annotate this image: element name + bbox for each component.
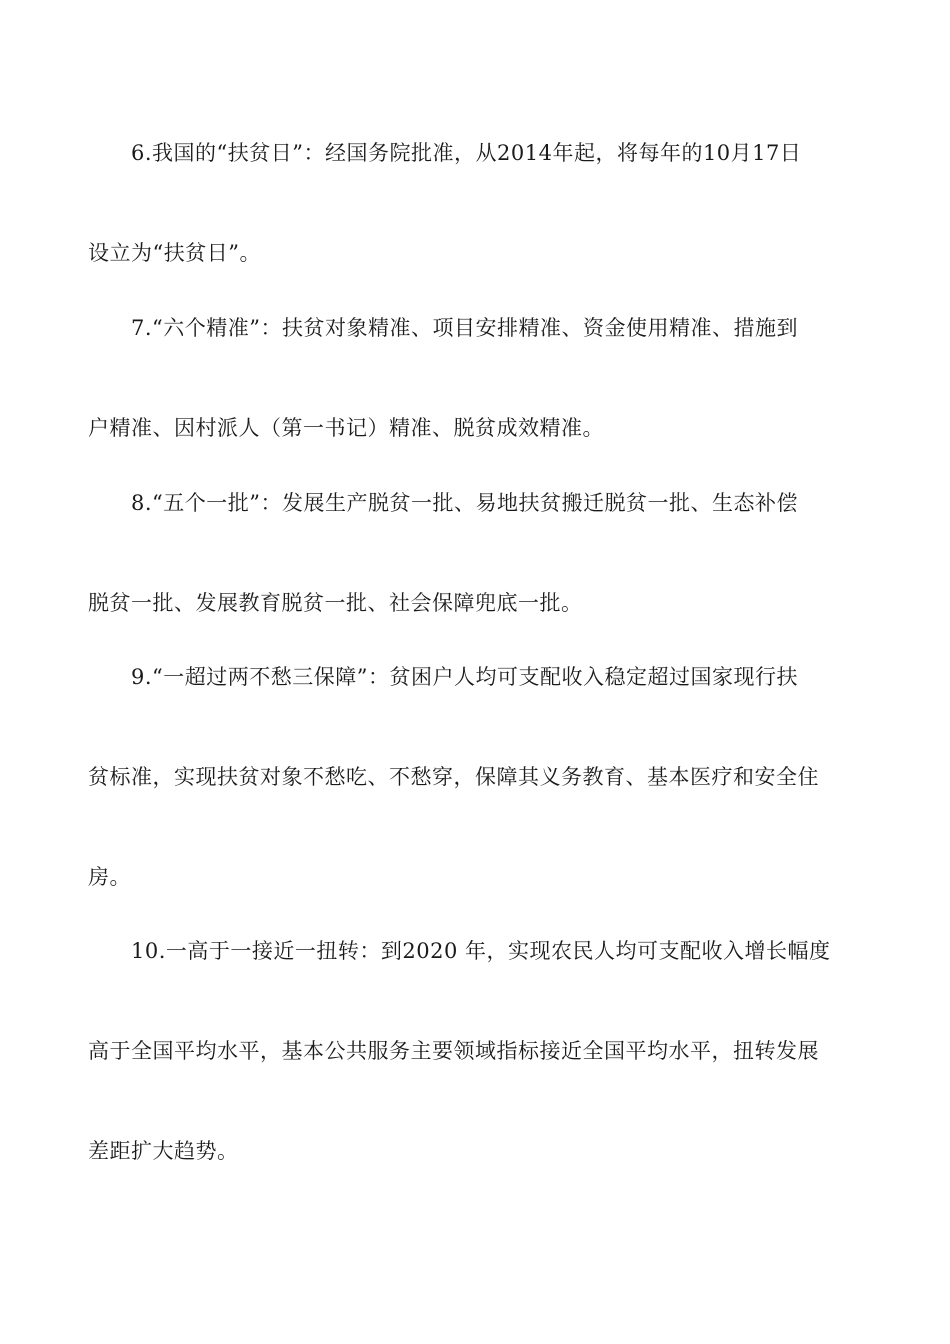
paragraph-9-line-3: 房。 [88, 865, 131, 889]
paragraph-10-line-3: 差距扩大趋势。 [88, 1139, 239, 1163]
paragraph-10-line-1: 10.一高于一接近一扭转：到2020 年，实现农民人均可支配收入增长幅度 [131, 939, 831, 963]
paragraph-8-line-1: 8.“五个一批”：发展生产脱贫一批、易地扶贫搬迁脱贫一批、生态补偿 [131, 491, 799, 515]
paragraph-10-line-2: 高于全国平均水平，基本公共服务主要领域指标接近全国平均水平，扭转发展 [88, 1039, 819, 1063]
paragraph-7-line-2: 户精准、因村派人（第一书记）精准、脱贫成效精准。 [88, 416, 604, 440]
paragraph-6-line-2: 设立为“扶贫日”。 [88, 241, 261, 265]
paragraph-6-line-1: 6.我国的“扶贫日”：经国务院批准，从2014年起，将每年的10月17日 [131, 141, 802, 165]
paragraph-7-line-1: 7.“六个精准”：扶贫对象精准、项目安排精准、资金使用精准、措施到 [131, 316, 799, 340]
paragraph-9-line-2: 贫标准，实现扶贫对象不愁吃、不愁穿，保障其义务教育、基本医疗和安全住 [88, 765, 819, 789]
paragraph-9-line-1: 9.“一超过两不愁三保障”：贫困户人均可支配收入稳定超过国家现行扶 [131, 665, 799, 689]
paragraph-8-line-2: 脱贫一批、发展教育脱贫一批、社会保障兜底一批。 [88, 591, 583, 615]
